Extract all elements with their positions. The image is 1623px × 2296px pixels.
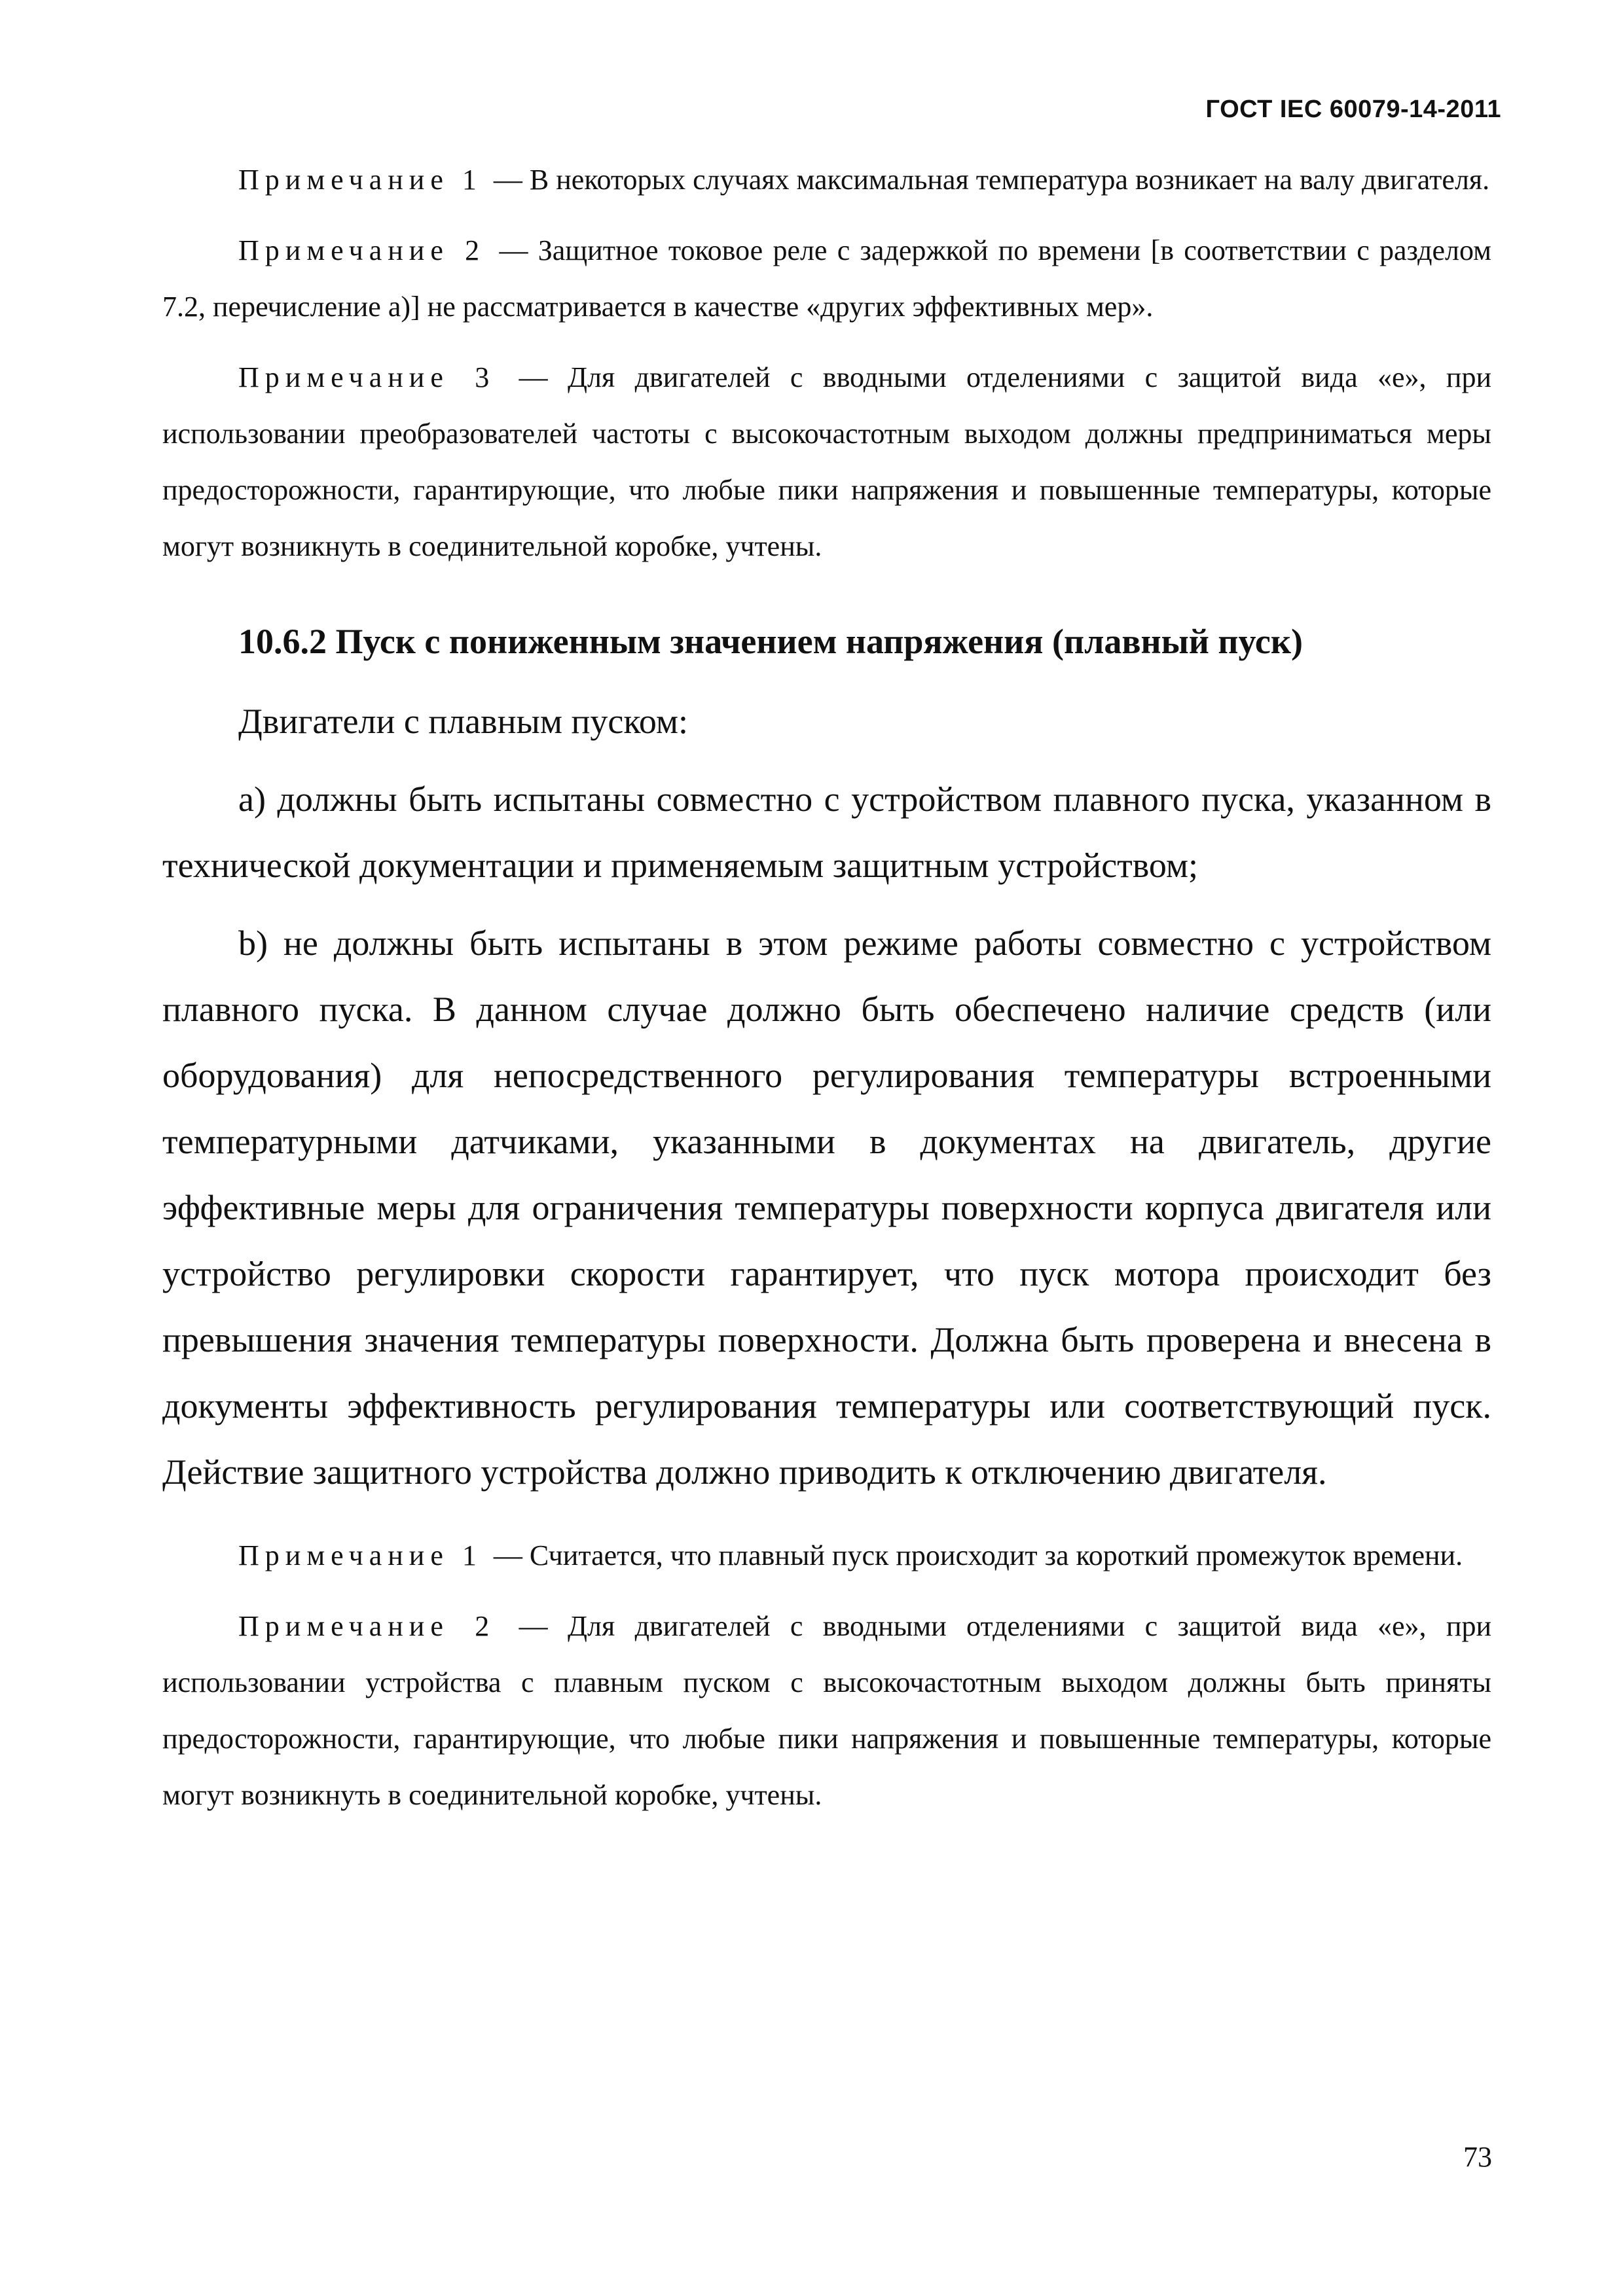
note-dash: — [493, 164, 522, 196]
note-text: Для двигателей с вводными отделениями с защитой вида «е», при использовании преобразователей частоты с высокочастотным выходом должны предприниматься меры предосторожности, гарантирующие, что любые пики напряжения и повышенные температуры, которые могут возникнуть в соединительной коробке, учтены. [162, 361, 1492, 562]
note-text: В некоторых случаях максимальная температура возникает на валу двигателя. [529, 164, 1490, 196]
list-item-a: а) должны быть испытаны совместно с устройством плавного пуска, указанном в технической документации и применяемым защитным устройством; [162, 780, 1491, 885]
note-text: Для двигателей с вводными отделениями с защитой вида «е», при использовании устройства с плавным пуском с высокочастотным выходом должны быть приняты предосторожности, гарантирующие, что любые пики напряжения и повышенные температуры, которые могут возникнуть в соединительной коробке, учтены. [162, 1610, 1492, 1811]
note-label: Примечание 3 [238, 361, 496, 393]
page-body [162, 152, 1491, 1838]
note-label: Примечание 2 [238, 234, 486, 266]
document-code-header: ГОСТ IEC 60079-14-2011 [1205, 96, 1501, 123]
note-text: Защитное токовое реле с задержкой по времени [в соответствии с разделом 7.2, перечисление а)] не рассматривается в качестве «других эффективных мер». [162, 234, 1491, 323]
note-bottom-2 [162, 1598, 1491, 1823]
section-intro: Двигатели с плавным пуском: [238, 702, 688, 741]
list-item-b: b) не должны быть испытаны в этом режиме работы совместно с устройством плавного пуска. В данном случае должно быть обеспечено наличие средств (или оборудования) для непосредственного регулирования температуры встроенными температурными датчиками, указанными в документах на двигатель, другие эффективные меры для ограничения температуры поверхности корпуса двигателя или устройство регулировки скорости гарантирует, что пуск мотора происходит без превышения значения температуры поверхности. Должна быть проверена и внесена в документы эффективность регулирования температуры или соответствующий пуск. Действие защитного устройства должно приводить к отключению двигателя. [162, 924, 1491, 1492]
note-top-2 [162, 223, 1491, 335]
page-number: 73 [1463, 2141, 1492, 2173]
note-dash: — [493, 1539, 522, 1571]
note-dash: — [519, 1610, 548, 1642]
note-dash: — [519, 361, 548, 393]
note-top-3 [162, 350, 1491, 575]
note-text: Считается, что плавный пуск происходит за короткий промежуток времени. [529, 1539, 1463, 1571]
note-dash: — [499, 234, 528, 266]
note-label: Примечание 1 [238, 164, 483, 196]
note-label: Примечание 2 [238, 1610, 496, 1642]
note-label: Примечание 1 [238, 1539, 483, 1571]
note-bottom-1 [162, 1528, 1491, 1584]
section-heading: 10.6.2 Пуск с пониженным значением напряжения (плавный пуск) [238, 622, 1303, 661]
note-top-1 [162, 152, 1491, 208]
